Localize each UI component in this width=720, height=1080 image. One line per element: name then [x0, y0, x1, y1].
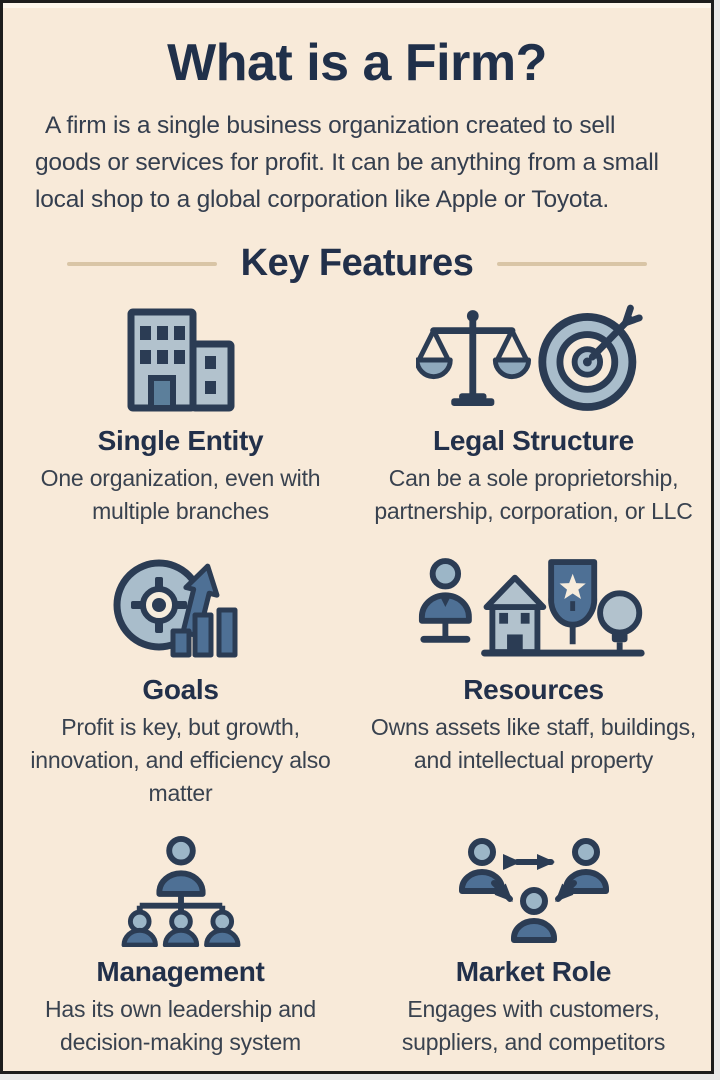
divider-line-right: [497, 262, 647, 266]
intro-paragraph: A firm is a single business organization created to sell goods or services for profit. It can be anything from a small local shop to a global corporation like Apple or Toyota.: [35, 112, 659, 213]
divider-line-left: [67, 262, 217, 266]
feature-title: Single Entity: [97, 425, 264, 456]
building-icon: [106, 303, 256, 417]
feature-description: Owns assets like staff, buildings, and intellectual property: [370, 714, 697, 773]
feature-title: Management: [96, 956, 265, 987]
feature-card-single-entity: [4, 303, 357, 528]
feature-card-goals: [4, 552, 357, 810]
feature-description: Has its own leadership and decision-making system: [45, 996, 316, 1055]
people-exchange-icon: [454, 834, 614, 948]
target-growth-chart-icon: [111, 552, 251, 666]
feature-description: One organization, even with multiple branches: [40, 465, 321, 524]
feature-card-legal-structure: [357, 303, 710, 528]
staff-building-ip-icon: [416, 552, 651, 666]
features-grid: [4, 303, 710, 1059]
feature-title: Legal Structure: [433, 425, 634, 456]
section-heading-row: [3, 242, 711, 285]
org-chart-icon: [107, 834, 255, 948]
feature-title: Goals: [142, 674, 219, 705]
section-heading: Key Features: [240, 242, 474, 284]
feature-title: Resources: [463, 674, 604, 705]
feature-description: Profit is key, but growth, innovation, and efficiency also matter: [30, 714, 331, 806]
feature-card-management: [4, 834, 357, 1059]
scales-and-target-icon: [416, 303, 651, 417]
feature-title: Market Role: [455, 956, 612, 987]
feature-description: Engages with customers, suppliers, and competitors: [401, 996, 666, 1055]
feature-card-resources: [357, 552, 710, 810]
page-title: What is a Firm?: [167, 34, 547, 92]
feature-description: Can be a sole proprietorship, partnership, corporation, or LLC: [374, 465, 693, 524]
feature-card-market-role: [357, 834, 710, 1059]
